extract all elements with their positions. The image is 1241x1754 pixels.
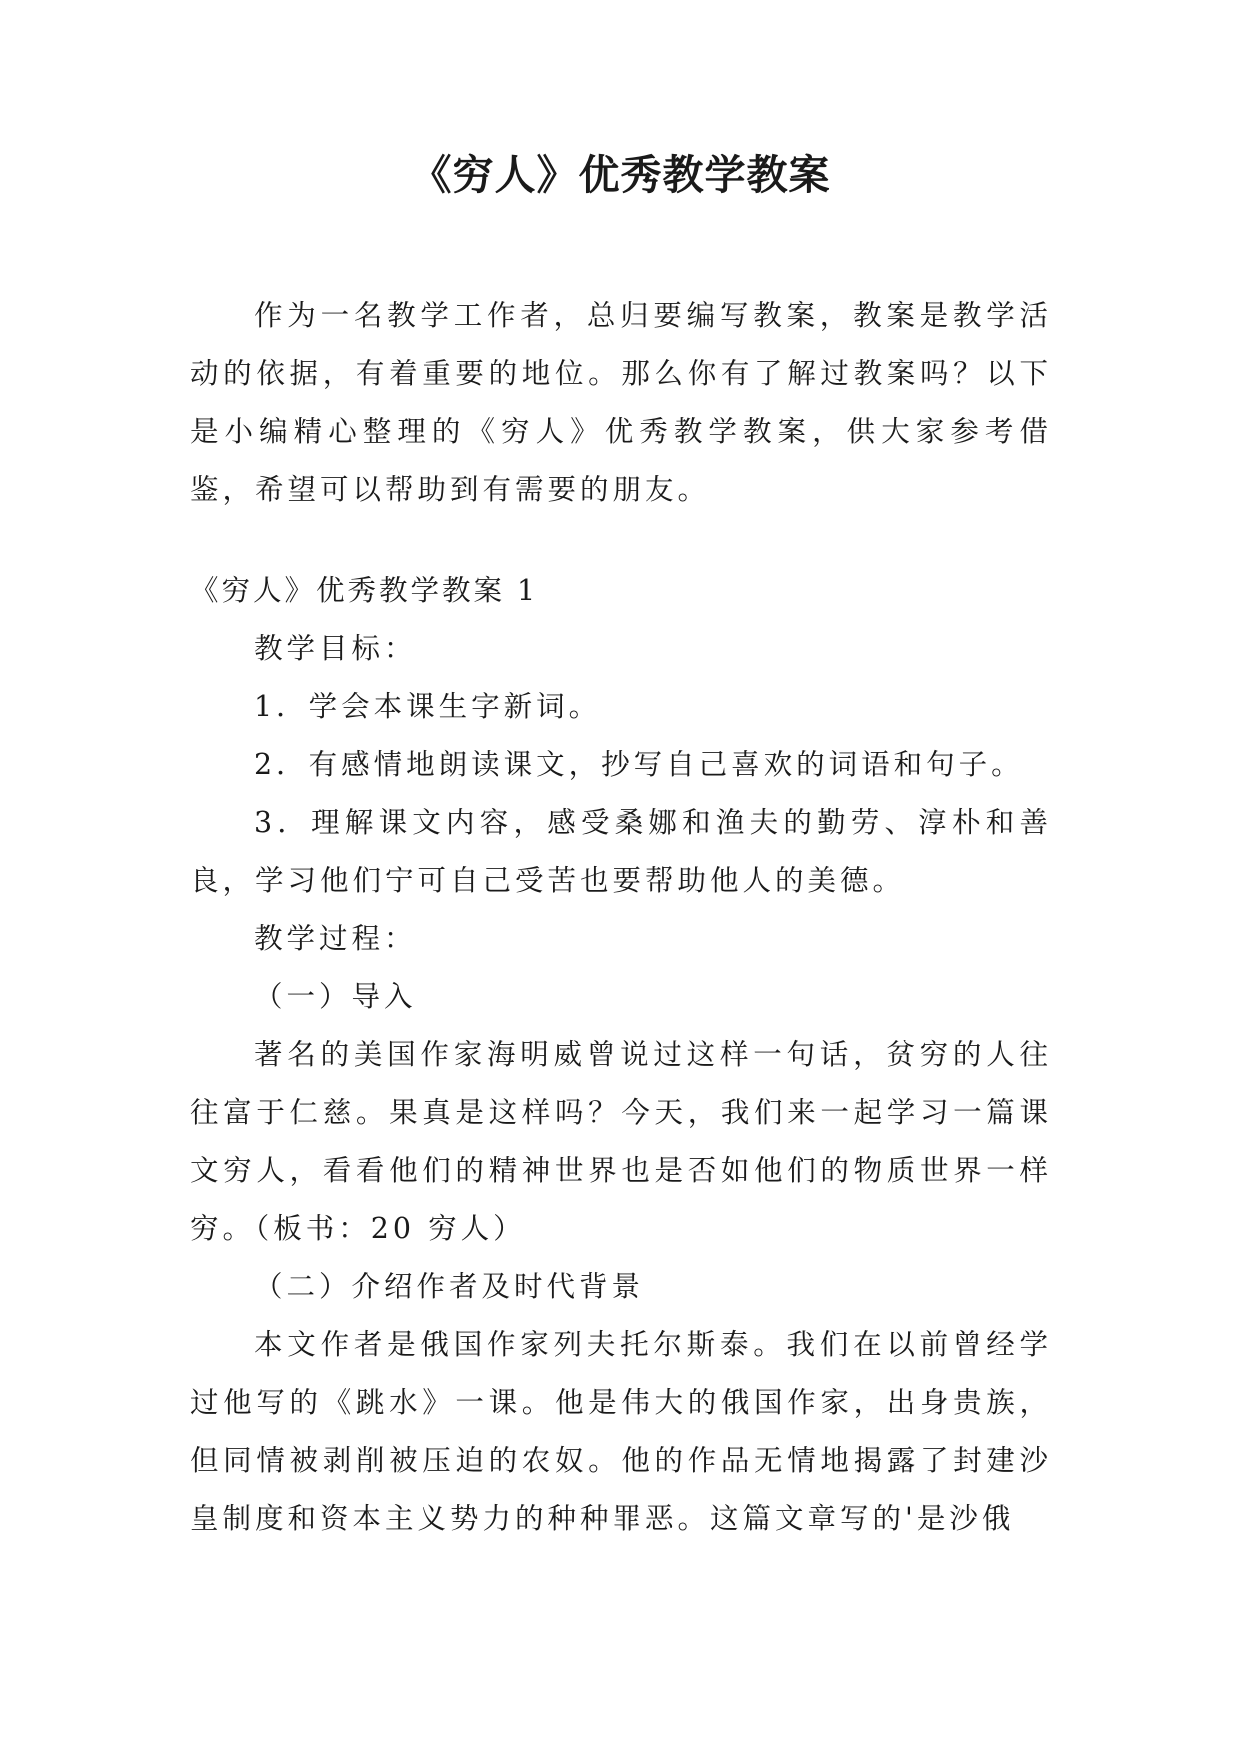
goal-item-3: 3．理解课文内容，感受桑娜和渔夫的勤劳、淳朴和善良，学习他们宁可自己受苦也要帮助他人的美德。 xyxy=(190,806,1052,897)
goal-item-2: 2．有感情地朗读课文，抄写自己喜欢的词语和句子。 xyxy=(254,748,1024,781)
document-body xyxy=(190,287,1052,1548)
process-label: 教学过程： xyxy=(254,922,417,955)
step-1-paragraph: 著名的美国作家海明威曾说过这样一句话，贫穷的人往往富于仁慈。果真是这样吗？今天，我们来一起学习一篇课文穷人，看看他们的精神世界也是否如他们的物质世界一样穷。（板书：20 穷人） xyxy=(190,1038,1052,1245)
goals-label: 教学目标： xyxy=(254,632,417,665)
intro-paragraph: 作为一名教学工作者，总归要编写教案，教案是教学活动的依据，有着重要的地位。那么你有了解过教案吗？以下是小编精心整理的《穷人》优秀教学教案，供大家参考借鉴，希望可以帮助到有需要的朋友。 xyxy=(190,299,1052,506)
goal-item-1: 1．学会本课生字新词。 xyxy=(254,690,602,723)
document-title: 《穷人》优秀教学教案 xyxy=(410,151,831,199)
step-2-paragraph: 本文作者是俄国作家列夫托尔斯泰。我们在以前曾经学过他写的《跳水》一课。他是伟大的俄国作家，出身贵族，但同情被剥削被压迫的农奴。他的作品无情地揭露了封建沙皇制度和资本主义势力的种种罪恶。这篇文章写的'是沙俄 xyxy=(190,1328,1052,1535)
section-heading: 《穷人》优秀教学教案 1 xyxy=(190,574,539,607)
step-2-label: （二）介绍作者及时代背景 xyxy=(254,1270,645,1303)
step-1-label: （一）导入 xyxy=(254,980,417,1013)
